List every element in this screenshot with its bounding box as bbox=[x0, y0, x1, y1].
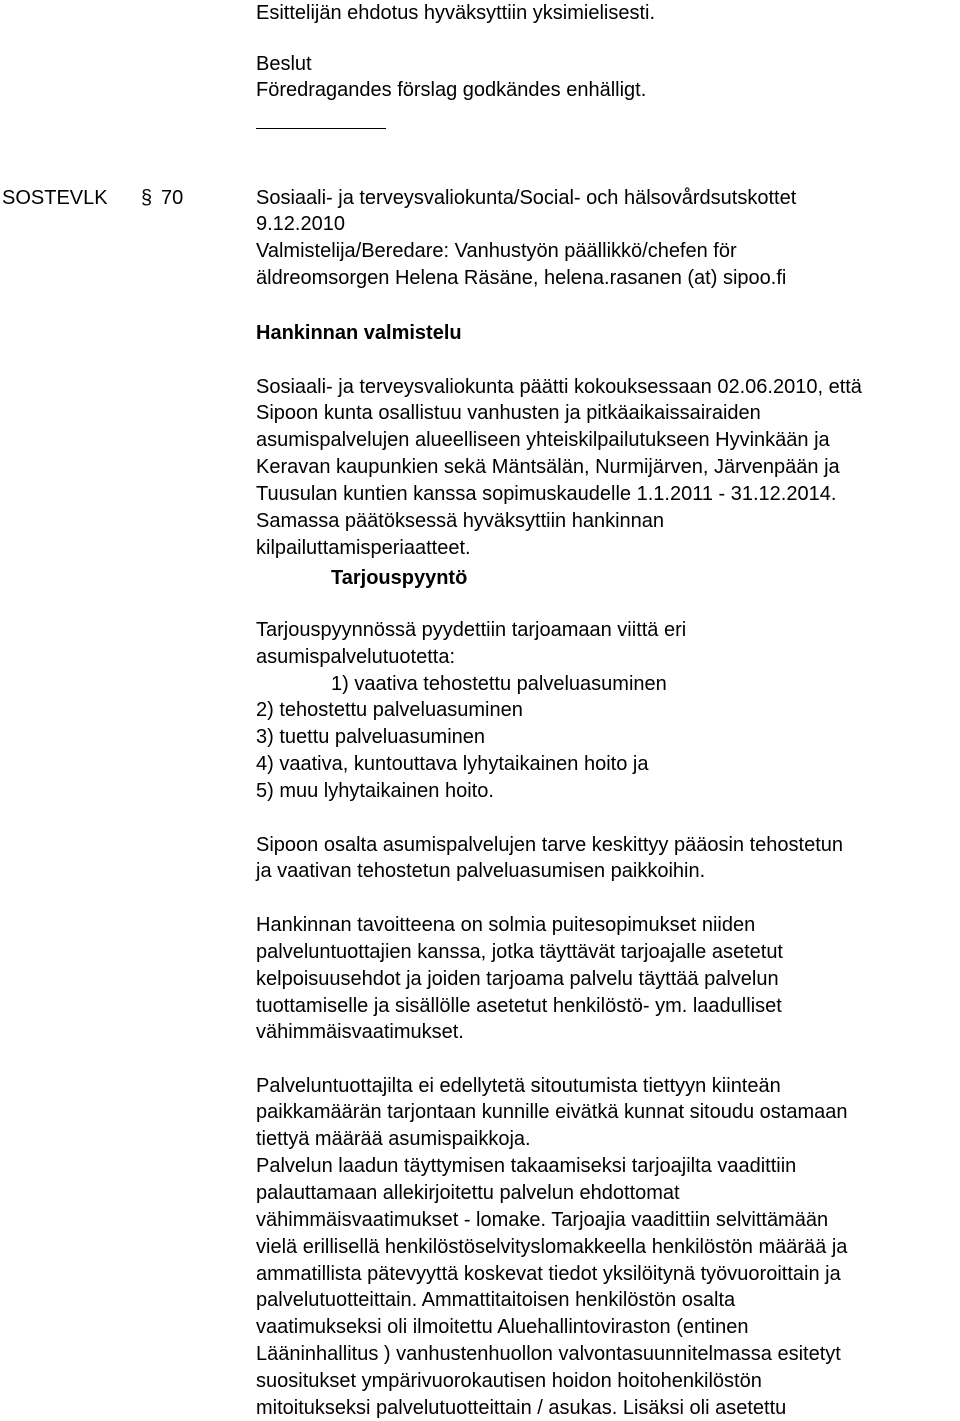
requirements-paragraph-line: Palvelun laadun täyttymisen takaamiseksi tarjoajilta vaadittiin bbox=[256, 1155, 797, 1177]
goal-paragraph-line: kelpoisuusehdot ja joiden tarjoama palvelu täyttää palvelun bbox=[256, 968, 779, 990]
prep-heading: Hankinnan valmistelu bbox=[256, 322, 462, 344]
prep-paragraph-line: kilpailuttamisperiaatteet. bbox=[256, 537, 471, 559]
need-paragraph-line: Sipoon osalta asumispalvelujen tarve keskittyy pääosin tehostetun bbox=[256, 834, 844, 856]
requirements-paragraph-line: palauttamaan allekirjoitettu palvelun ehdottomat bbox=[256, 1182, 680, 1204]
requirements-paragraph-line: Palveluntuottajilta ei edellytetä sitoutumista tiettyyn kiinteän bbox=[256, 1075, 781, 1097]
tender-intro-line: Tarjouspyynnössä pyydettiin tarjoamaan viittä eri bbox=[256, 619, 687, 641]
section-sign: § bbox=[141, 187, 153, 209]
prep-paragraph-line: Samassa päätöksessä hyväksyttiin hankinnan bbox=[256, 510, 665, 532]
prep-paragraph-line: Keravan kaupunkien sekä Mäntsälän, Nurmijärven, Järvenpään ja bbox=[256, 456, 840, 478]
goal-paragraph-line: palveluntuottajien kanssa, jotka täyttävät tarjoajalle asetetut bbox=[256, 941, 783, 963]
separator-rule bbox=[256, 128, 386, 129]
prep-paragraph-line: asumispalvelujen alueelliseen yhteiskilpailutukseen Hyvinkään ja bbox=[256, 429, 830, 451]
section-header-line: 9.12.2010 bbox=[256, 213, 345, 235]
goal-paragraph-line: vähimmäisvaatimukset. bbox=[256, 1021, 464, 1043]
requirements-paragraph-line: Lääninhallitus ) vanhustenhuollon valvontasuunnitelmassa esitetyt bbox=[256, 1343, 841, 1365]
requirements-paragraph-line: vaatimukseksi oli ilmoitettu Aluehallintoviraston (entinen bbox=[256, 1316, 749, 1338]
section-header-line: Sosiaali- ja terveysvaliokunta/Social- och hälsovårdsutskottet bbox=[256, 187, 797, 209]
goal-paragraph-line: Hankinnan tavoitteena on solmia puitesopimukset niiden bbox=[256, 914, 756, 936]
prep-paragraph-line: Tuusulan kuntien kanssa sopimuskaudelle 1.1.2011 - 31.12.2014. bbox=[256, 483, 837, 505]
section-header-line: Valmistelija/Beredare: Vanhustyön päällikkö/chefen för bbox=[256, 240, 737, 262]
requirements-paragraph-line: ammatillista pätevyyttä koskevat tiedot yksilöitynä työvuoroittain ja bbox=[256, 1263, 841, 1285]
tender-heading: Tarjouspyyntö bbox=[331, 567, 468, 589]
requirements-paragraph-line: suositukset ympärivuorokautisen hoidon hoitohenkilöstön bbox=[256, 1370, 762, 1392]
tender-list-item: 1) vaativa tehostettu palveluasuminen bbox=[331, 673, 667, 695]
requirements-paragraph-line: paikkamäärän tarjontaan kunnille eivätkä kunnat sitoudu ostamaan bbox=[256, 1101, 848, 1123]
tender-list-item: 2) tehostettu palveluasuminen bbox=[256, 699, 523, 721]
prep-paragraph-line: Sosiaali- ja terveysvaliokunta päätti kokouksessaan 02.06.2010, että bbox=[256, 376, 862, 398]
section-header-line: äldreomsorgen Helena Räsäne, helena.rasanen (at) sipoo.fi bbox=[256, 267, 787, 289]
section-code: SOSTEVLK bbox=[2, 187, 108, 209]
requirements-paragraph-line: vähimmäisvaatimukset - lomake. Tarjoajia vaadittiin selvittämään bbox=[256, 1209, 829, 1231]
requirements-paragraph-line: tiettyä määrää asumispaikkoja. bbox=[256, 1128, 531, 1150]
tender-intro-line: asumispalvelutuotetta: bbox=[256, 646, 456, 668]
tender-list-item: 4) vaativa, kuntouttava lyhytaikainen hoito ja bbox=[256, 753, 649, 775]
section-number: 70 bbox=[161, 187, 184, 209]
need-paragraph-line: ja vaativan tehostetun palveluasumisen paikkoihin. bbox=[256, 860, 706, 882]
prep-paragraph-line: Sipoon kunta osallistuu vanhusten ja pitkäaikaissairaiden bbox=[256, 402, 761, 424]
finnish-decision-text: Esittelijän ehdotus hyväksyttiin yksimielisesti. bbox=[256, 2, 656, 24]
requirements-paragraph-line: vielä erillisellä henkilöstöselvityslomakkeella henkilöstön määrää ja bbox=[256, 1236, 848, 1258]
tender-list-item: 3) tuettu palveluasuminen bbox=[256, 726, 486, 748]
swedish-decision-text: Föredragandes förslag godkändes enhälligt. bbox=[256, 79, 647, 101]
tender-list-item: 5) muu lyhytaikainen hoito. bbox=[256, 780, 494, 802]
beslut-heading: Beslut bbox=[256, 53, 312, 75]
requirements-paragraph-line: mitoitukseksi palvelutuotteittain / asukas. Lisäksi oli asetettu bbox=[256, 1397, 787, 1419]
requirements-paragraph-line: palvelutuotteittain. Ammattitaitoisen henkilöstön osalta bbox=[256, 1289, 736, 1311]
goal-paragraph-line: tuottamiselle ja sisällölle asetetut henkilöstö- ym. laadulliset bbox=[256, 995, 782, 1017]
